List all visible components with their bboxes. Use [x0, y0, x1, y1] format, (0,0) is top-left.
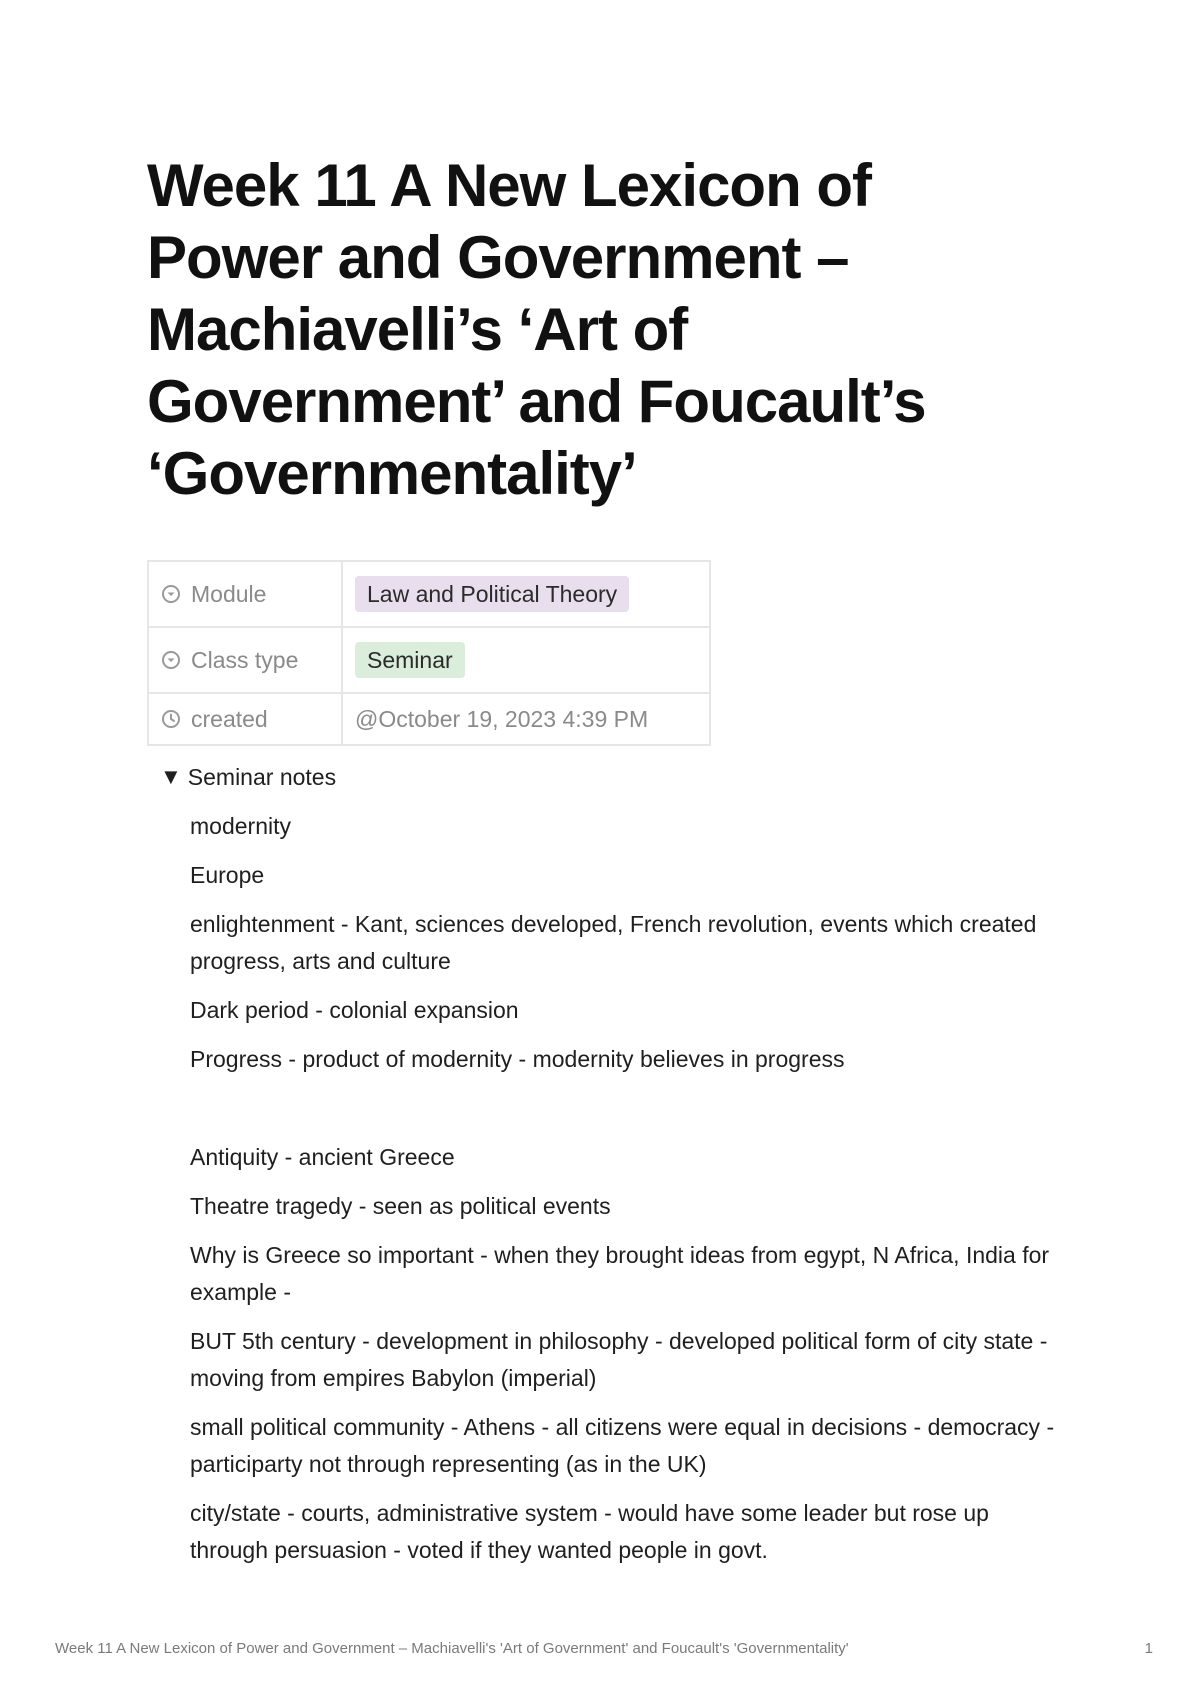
property-row-module [148, 561, 710, 627]
property-key-module: Module [191, 580, 267, 607]
toggle-label: Seminar notes [187, 764, 337, 790]
page-title: Week 11 A New Lexicon of Power and Government – Machiavelli’s ‘Art of Government’ and Foucault’s ‘Governmentality’ [147, 152, 926, 507]
note-paragraph: Europe [190, 862, 265, 888]
clock-icon [161, 709, 181, 729]
footer-title: Week 11 A New Lexicon of Power and Government – Machiavelli's 'Art of Government' and Foucault's 'Governmentality' [55, 1640, 849, 1657]
note-paragraph: small political community - Athens - all citizens were equal in decisions - democracy - participarty not through representing (as in the UK) [190, 1414, 1055, 1477]
seminar-notes-content [190, 808, 1070, 1581]
note-paragraph: enlightenment - Kant, sciences developed, French revolution, events which created progress, arts and culture [190, 911, 1037, 974]
class-type-tag[interactable]: Seminar [355, 642, 465, 678]
page-number: 1 [1144, 1640, 1153, 1657]
module-tag[interactable]: Law and Political Theory [355, 576, 629, 612]
note-paragraph: Why is Greece so important - when they brought ideas from egypt, N Africa, India for example - [190, 1242, 1050, 1305]
select-icon [161, 650, 181, 670]
property-row-class-type [148, 627, 710, 693]
note-paragraph: city/state - courts, administrative system - would have some leader but rose up through persuasion - voted if they wanted people in govt. [190, 1500, 989, 1563]
property-key-created: created [191, 705, 268, 732]
select-icon [161, 584, 181, 604]
note-paragraph: BUT 5th century - development in philosophy - developed political form of city state - moving from empires Babylon (imperial) [190, 1328, 1048, 1391]
toggle-triangle-icon[interactable]: ▼ [160, 764, 182, 789]
note-paragraph: Progress - product of modernity - modernity believes in progress [190, 1046, 845, 1072]
note-paragraph: modernity [190, 813, 291, 839]
empty-paragraph [190, 1090, 1070, 1139]
property-key-class-type: Class type [191, 646, 299, 673]
seminar-notes-toggle[interactable] [160, 762, 336, 792]
property-row-created [148, 693, 710, 745]
note-paragraph: Theatre tragedy - seen as political events [190, 1193, 611, 1219]
note-paragraph: Dark period - colonial expansion [190, 997, 519, 1023]
created-date[interactable]: @October 19, 2023 4:39 PM [355, 705, 649, 732]
note-paragraph: Antiquity - ancient Greece [190, 1144, 455, 1170]
properties-table [147, 560, 711, 746]
